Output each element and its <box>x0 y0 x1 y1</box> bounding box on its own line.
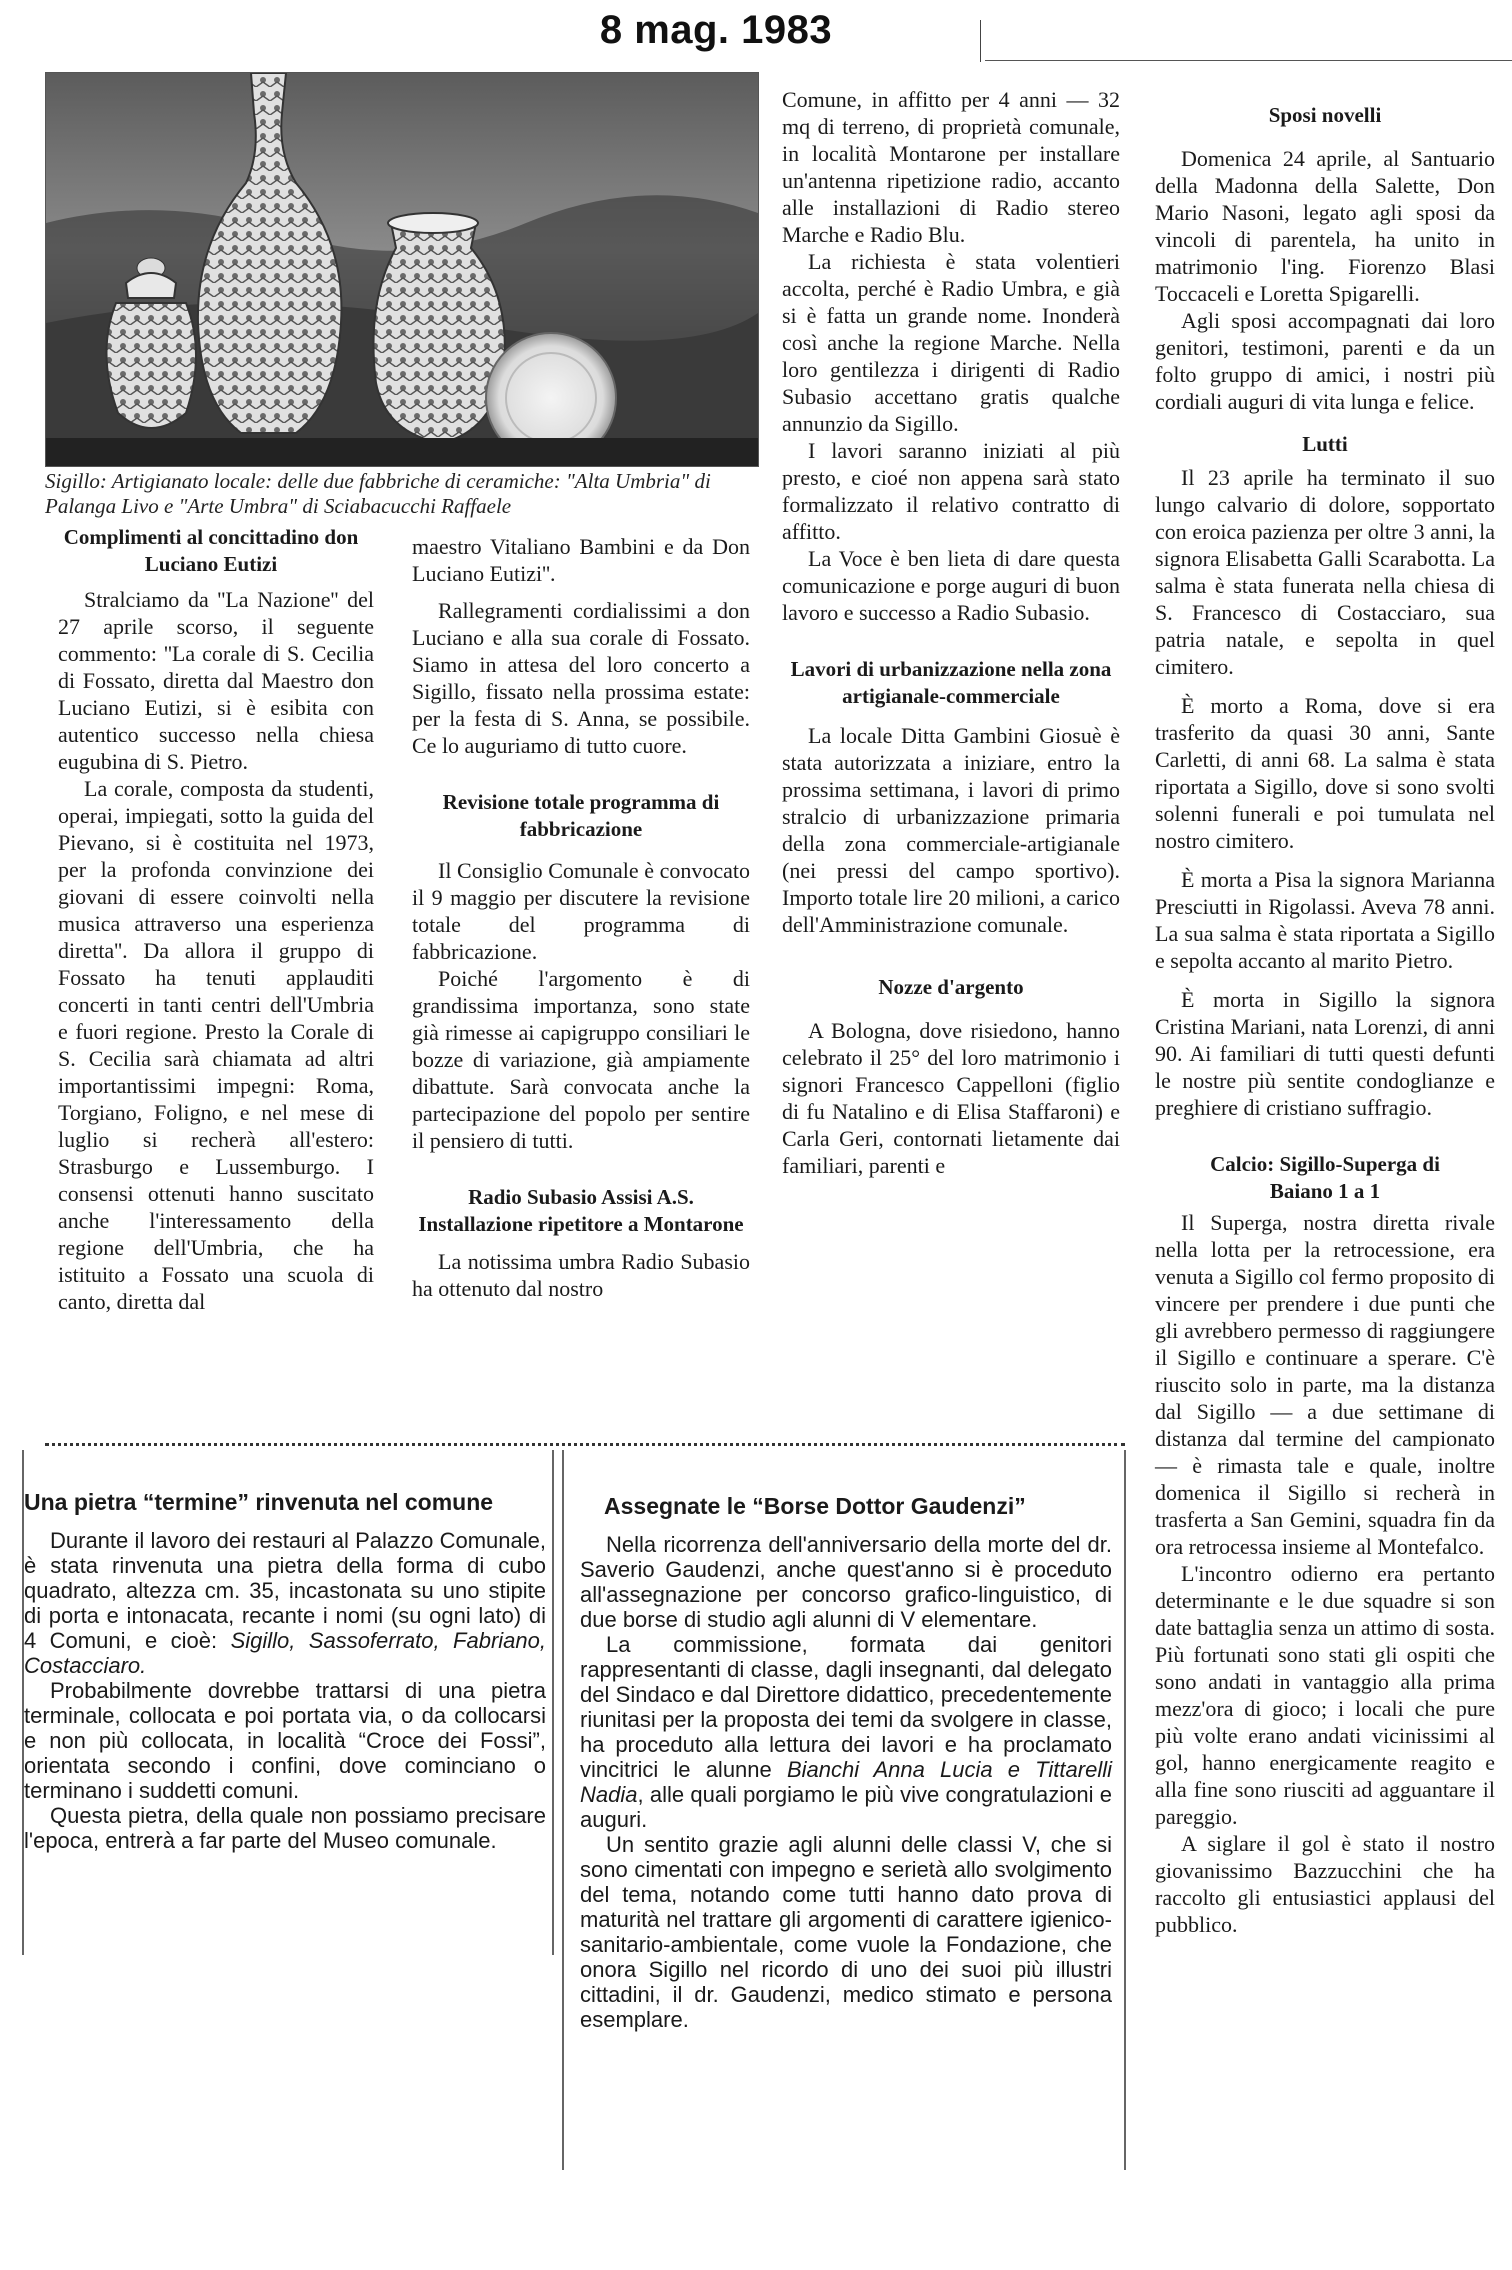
article-pietra-termine <box>24 1488 546 1853</box>
paragraph: Domenica 24 aprile, al Santuario della Madonna della Salette, Don Mario Nasoni, legato agli sposi da vincoli di parentela, ha unito in matrimonio l'ing. Fiorenzo Blasi Toccaceli e Loretta Spigarelli. <box>1155 146 1495 306</box>
paragraph: A siglare il gol è stato il nostro giovanissimo Bazzucchini che ha raccolto gli entusiastici applausi del pubblico. <box>1155 1831 1495 1937</box>
box-border-right <box>552 1450 554 1955</box>
comuni-list: Sigillo, Sassoferrato, Fabriano, Costacciaro. <box>24 1628 546 1678</box>
paragraph: Un sentito grazie agli alunni delle classi V, che si sono cimentati con impegno e serietà allo svolgimento del tema, notando come tutti hanno dato prova di maturità nel trattare gli argomenti di carattere igienico-sanitario-ambientale, come vuole la Fondazione, che onora Sigillo nel ricordo di uno dei suoi più illustri cittadini, il dr. Gaudenzi, medico stimato e persona esemplare. <box>580 1832 1112 2032</box>
article-title: Lavori di urbanizzazione nella zona artigianale-commerciale <box>790 657 1112 708</box>
article-title: Nozze d'argento <box>878 975 1024 999</box>
paragraph: La corale, composta da studenti, operai, impiegati, sotto la guida del Pievano, si è costituita nel 1973, per la profonda convinzione dei giovani di essere coinvolti nella musica attraverso una esperienza diretta''. Da allora il gruppo di Fossato ha tenuti applauditi concerti in tanti centri dell'Umbria e fuori regione. Presto la Corale di S. Cecilia sarà chiamata ad altri importantissimi impegni: Roma, Torgiano, Foligno, e nel mese di luglio si recherà all'estero: Strasburgo e Lussemburgo. I consensi ottenuti hanno suscitato anche l'interessamento della regione dell'Umbria, che ha istituito a Fossato una scuola di canto, diretta dal <box>58 776 374 1314</box>
column-2 <box>412 533 750 1302</box>
paragraph: Agli sposi accompagnati dai loro genitori, testimoni, parenti e da un folto gruppo di amici, i nostri più cordiali auguri di vita lunga e felice. <box>1155 308 1495 414</box>
paragraph: Il 23 aprile ha terminato il suo lungo calvario di dolore, sopportato con eroica pazienza per oltre 3 anni, la signora Elisabetta Galli Scarabotta. La salma è stata funerata nella chiesa di S. Francesco di Costacciaro, sua patria natale, e sepolta in quel cimitero. <box>1155 465 1495 679</box>
column-4 <box>1155 102 1495 1938</box>
paragraph: Poiché l'argomento è di grandissima importanza, sono state già rimesse ai capigruppo consiliari le bozze di variazione, già ampiamente dibattute. Sarà convocata anche la partecipazione del popolo per sentire il pensiero di tutti. <box>412 966 750 1153</box>
paragraph: Questa pietra, della quale non possiamo precisare l'epoca, entrerà a far parte del Museo comunale. <box>24 1803 546 1853</box>
article-title: Lutti <box>1302 432 1348 456</box>
box-border-left <box>562 1450 564 2170</box>
ceramics-photo <box>45 72 759 467</box>
ceramics-photo-illustration <box>46 73 758 466</box>
article-title: Una pietra “termine” rinvenuta nel comune <box>24 1489 494 1515</box>
paragraph: È morta a Pisa la signora Marianna Presciutti in Rigolassi. Aveva 78 anni. La sua salma è stata riportata a Sigillo e sepolta accanto al marito Pietro. <box>1155 867 1495 973</box>
article-borse-gaudenzi <box>580 1492 1112 2032</box>
article-title: Assegnate le “Borse Dottor Gaudenzi” <box>604 1493 1026 1519</box>
paragraph: A Bologna, dove risiedono, hanno celebrato il 25° del loro matrimonio i signori Francesco Cappelloni (figlio di fu Natalino e di Elisa Staffaroni) e Carla Geri, contornati lietamente dai familiari, parenti e <box>782 1018 1120 1178</box>
article-title: Radio Subasio Assisi A.S. Installazione ripetitore a Montarone <box>418 1185 744 1236</box>
paragraph: Rallegramenti cordialissimi a don Luciano e alla sua corale di Fossato. Siamo in attesa del loro concerto a Sigillo, fissato nella prossima estate: per la festa di S. Anna, se possibile. Ce lo auguriamo di tutto cuore. <box>412 598 750 758</box>
paragraph: La richiesta è stata volentieri accolta, perché è Radio Umbra, e già si è fatta un grande nome. Inonderà così anche la regione Marche. Nella loro gentilezza i dirigenti di Radio Subasio accettano gratis qualche annunzio da Sigillo. <box>782 249 1120 436</box>
paragraph: Il Consiglio Comunale è convocato il 9 maggio per discutere la revisione totale del programma di fabbricazione. <box>412 858 750 964</box>
column-3 <box>782 86 1120 1179</box>
paragraph: La notissima umbra Radio Subasio ha ottenuto dal nostro <box>412 1249 750 1301</box>
box-border-right <box>1124 1450 1126 2170</box>
article-title: Complimenti al concittadino don Luciano Eutizi <box>63 525 359 576</box>
header-divider <box>980 20 981 62</box>
paragraph: È morto a Roma, dove si era trasferito da quasi 30 anni, Sante Carletti, di anni 68. La salma è stata riportata a Sigillo, dove si sono svolti solenni funerali e poi tumulata nel nostro cimitero. <box>1155 693 1495 853</box>
photo-caption: Sigillo: Artigianato locale: delle due fabbriche di ceramiche: "Alta Umbria" di Palanga Livo e "Arte Umbra" di Sciabacucchi Raffaele <box>45 469 711 518</box>
section-separator <box>45 1443 1125 1451</box>
paragraph: Il Superga, nostra diretta rivale nella lotta per la retrocessione, era venuta a Sigillo col fermo proposito di vincere per prendere i due punti che gli avrebbero permesso di raggiungere il Sigillo e continuare a sperare. C'è riuscito solo in parte, ma la distanza dal Sigillo — a due settimane di distanza dal termine del campionato — è rimasta tale e quale, inoltre domenica il Sigillo si recherà in trasferta a San Gemini, squadra fin da ora retrocessa insieme al Montefalco. <box>1155 1210 1495 1559</box>
paragraph: L'incontro odierno era pertanto determinante e le due squadre si son date battaglia senza un attimo di sosta. Più fortunati sono stati gli ospiti che sono andati in vantaggio alla prima mezz'ora di gioco; i locali che pure più volte erano andati vicinissimi al gol, hanno energicamente reagito e alla fine sono riusciti ad agguantare il pareggio. <box>1155 1561 1495 1829</box>
paragraph: Stralciamo da ''La Nazione'' del 27 aprile scorso, il seguente commento: ''La corale di S. Cecilia di Fossato, diretta dal Maestro don Luciano Eutizi, si è esibita con autentico successo nella chiesa eugubina di S. Pietro. <box>58 587 374 774</box>
article-title: Sposi novelli <box>1268 103 1382 127</box>
paragraph: È morta in Sigillo la signora Cristina Mariani, nata Lorenzi, di anni 90. Ai familiari di tutti questi defunti le nostre più sentite condoglianze e preghiere di cristiano suffragio. <box>1155 987 1495 1120</box>
article-title: Revisione totale programma di fabbricazione <box>442 790 720 841</box>
article-title: Calcio: Sigillo-Superga di Baiano 1 a 1 <box>1210 1152 1440 1203</box>
paragraph-text: Durante il lavoro dei restauri al Palazzo Comunale, è stata rinvenuta una pietra della forma di cubo quadrato, altezza cm. 35, incastonata su uno stipite di porta e intonacata, recante i nomi (su ogni lato) di 4 Comuni, e cioè: <box>24 1528 546 1653</box>
paragraph: Comune, in affitto per 4 anni — 32 mq di terreno, di proprietà comunale, in località Montarone per installare un'antenna ripetizione radio, accanto alle installazioni di Radio stereo Marche e Radio Blu. <box>782 87 1120 247</box>
paragraph: Nella ricorrenza dell'anniversario della morte del dr. Saverio Gaudenzi, anche quest'anno si è proceduto all'assegnazione per concorso grafico-linguistico, di due borse di studio agli alunni di V elementare. <box>580 1532 1112 1632</box>
article-complimenti <box>58 524 374 1315</box>
paragraph <box>580 1632 1112 1832</box>
header-rule <box>985 60 1512 61</box>
paragraph-text: , alle quali porgiamo le più vive congratulazioni e auguri. <box>580 1782 1112 1832</box>
paragraph: maestro Vitaliano Bambini e da Don Luciano Eutizi''. <box>412 534 750 586</box>
winners-names: Bianchi Anna Lucia e Tittarelli Nadia <box>580 1757 1112 1807</box>
paragraph: La locale Ditta Gambini Giosuè è stata autorizzata a iniziare, entro la prossima settimana, i lavori di primo stralcio di urbanizzazione primaria della zona commerciale-artigianale (nei pressi del campo sportivo). Importo totale lire 20 milioni, a carico dell'Amministrazione comunale. <box>782 723 1120 937</box>
paragraph: La Voce è ben lieta di dare questa comunicazione e porge auguri di buon lavoro e successo a Radio Subasio. <box>782 546 1120 625</box>
paragraph <box>24 1528 546 1678</box>
paragraph-text: La commissione, formata dai genitori rappresentanti di classe, dagli insegnanti, dal delegato del Sindaco e dal Direttore didattico, precedentemente riunitasi per la proposta dei temi da svolgere in classe, ha proceduto alla lettura dei lavori e ha proclamato vincitrici le alunne <box>580 1632 1112 1782</box>
date-stamp: 8 mag. 1983 <box>599 8 833 52</box>
paragraph: I lavori saranno iniziati al più presto, e cioé non appena sarà stato formalizzato il relativo contratto di affitto. <box>782 438 1120 544</box>
paragraph: Probabilmente dovrebbe trattarsi di una pietra terminale, collocata e poi portata via, o da collocarsi e non più collocata, in località “Croce dei Fossi”, orientata secondo i confini, dove cominciano o terminano i suddetti comuni. <box>24 1678 546 1803</box>
